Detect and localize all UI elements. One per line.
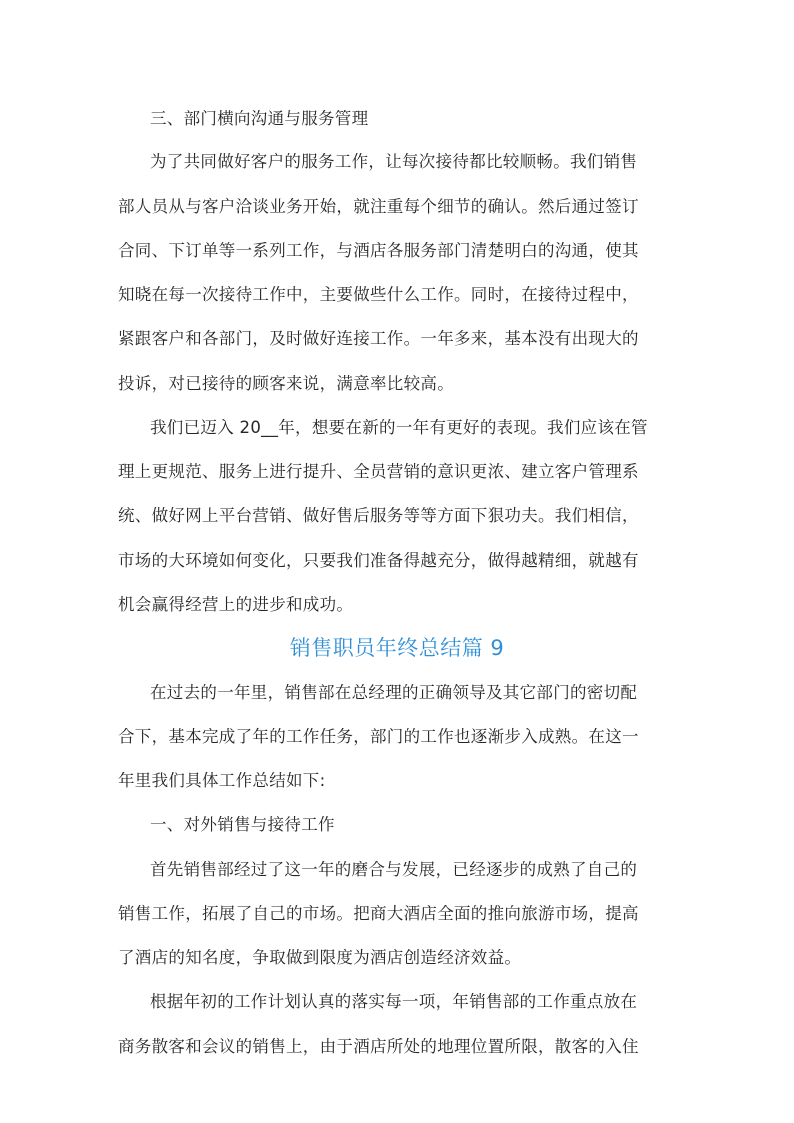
paragraph-line: 商务散客和会议的销售上，由于酒店所处的地理位置所限，散客的入住 (118, 1037, 639, 1056)
paragraph-line: 统、做好网上平台营销、做好售后服务等等方面下狠功夫。我们相信， (118, 506, 639, 525)
paragraph-line: 根据年初的工作计划认真的落实每一项，年销售部的工作重点放在 (150, 992, 638, 1011)
paragraph-line: 年里我们具体工作总结如下: (118, 771, 326, 790)
paragraph-line: 知晓在每一次接待工作中，主要做些什么工作。同时，在接待过程中， (118, 285, 639, 304)
paragraph-line: 合同、下订单等一系列工作，与酒店各服务部门清楚明白的沟通，使其 (118, 241, 639, 260)
paragraph-line: 理上更规范、服务上进行提升、全员营销的意识更浓、建立客户管理系 (118, 462, 639, 481)
paragraph-line: 首先销售部经过了这一年的磨合与发展，已经逐步的成熟了自己的 (150, 860, 638, 879)
section-heading: 三、部门横向沟通与服务管理 (150, 109, 369, 128)
paragraph-line: 在过去的一年里，销售部在总经理的正确领导及其它部门的密切配 (150, 683, 638, 702)
paragraph-line: 销售工作，拓展了自己的市场。把商大酒店全面的推向旅游市场，提高 (118, 904, 639, 923)
paragraph-line: 为了共同做好客户的服务工作，让每次接待都比较顺畅。我们销售 (150, 152, 638, 171)
paragraph-line: 了酒店的知名度，争取做到限度为酒店创造经济效益。 (118, 948, 522, 967)
paragraph-line: 市场的大环境如何变化，只要我们准备得越充分，做得越精细，就越有 (118, 551, 639, 570)
paragraph-line: 紧跟客户和各部门，及时做好连接工作。一年多来，基本没有出现大的 (118, 329, 639, 348)
paragraph-line: 合下，基本完成了年的工作任务，部门的工作也逐渐步入成熟。在这一 (118, 727, 639, 746)
article-title: 销售职员年终总结篇 9 (289, 636, 505, 660)
paragraph-line: 机会赢得经营上的进步和成功。 (118, 595, 354, 614)
subheading: 一、对外销售与接待工作 (150, 815, 335, 834)
paragraph-line: 部人员从与客户洽谈业务开始，就注重每个细节的确认。然后通过签订 (118, 197, 639, 216)
paragraph-line: 我们已迈入 20__年，想要在新的一年有更好的表现。我们应该在管 (150, 418, 648, 437)
paragraph-line: 投诉，对已接待的顾客来说，满意率比较高。 (118, 374, 454, 393)
